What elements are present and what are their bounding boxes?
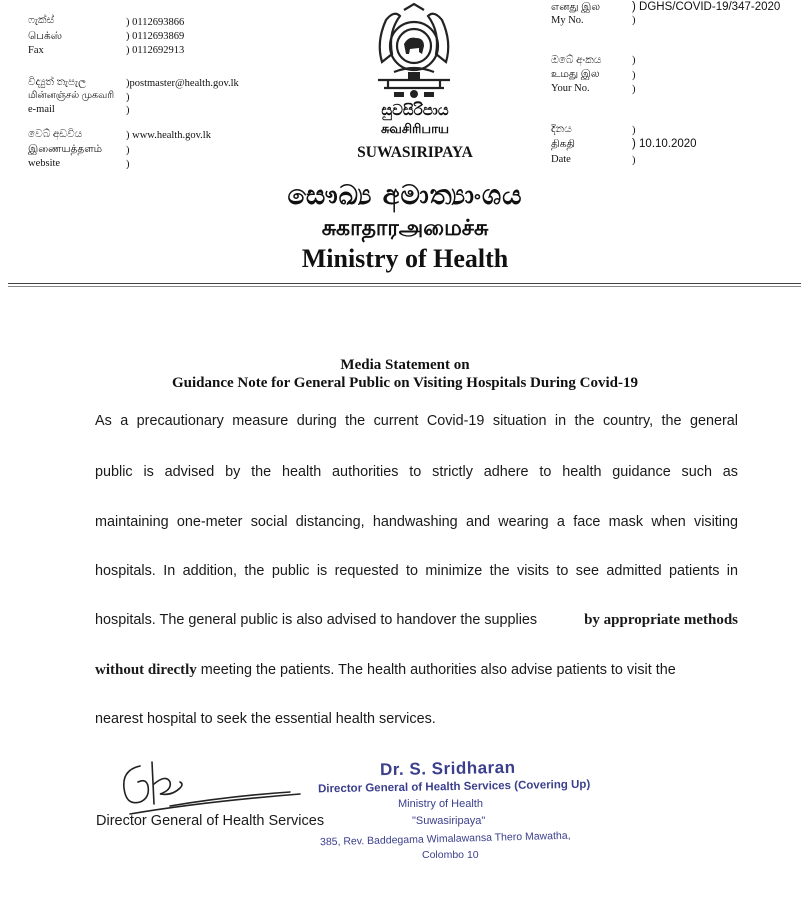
stamp-org: Ministry of Health (398, 798, 483, 810)
your-no-label-en: Your No. (551, 83, 590, 94)
ministry-title-ta: சுகாதாரஅமைச்சு (321, 216, 489, 241)
body-line-part: hospitals. The general public is also advised to handover the supplies (95, 612, 542, 628)
body-line: hospitals. In addition, the public is requested to minimize the visits to see admitted patients in (95, 563, 738, 579)
stamp-role: Director General of Health Services (Covering Up) (317, 778, 591, 796)
stamp-name: Dr. S. Sridharan (379, 757, 516, 780)
fax-label-si: ෆැක්ස් (28, 15, 55, 26)
body-line: public is advised by the health authorities to strictly adhere to health guidance such as (95, 464, 738, 480)
body-line (95, 612, 738, 629)
date-paren-3: ) (632, 155, 636, 166)
signatory-title: Director General of Health Services (96, 813, 325, 829)
ministry-title-si: සෞඛ්‍ය අමාත්‍යාංශය (287, 180, 523, 211)
my-no-value: ) DGHS/COVID-19/347-2020 (632, 1, 781, 13)
email-value-en: ) (126, 105, 130, 116)
stamp-city: Colombo 10 (422, 849, 479, 861)
body-line: nearest hospital to seek the essential health services. (95, 711, 436, 727)
fax-value-2: ) 0112693869 (126, 31, 185, 42)
your-no-paren-2: ) (632, 70, 636, 81)
web-value: ) www.health.gov.lk (126, 130, 211, 141)
email-value: )postmaster@health.gov.lk (126, 78, 239, 89)
your-no-paren-3: ) (632, 84, 636, 95)
ministry-title-en: Ministry of Health (301, 244, 509, 273)
header-divider (8, 283, 801, 284)
emphasis-text: without directly (95, 662, 197, 678)
your-no-label-ta: உமது இல (551, 69, 600, 80)
stamp-building: "Suwasiripaya" (412, 815, 486, 827)
fax-label-en: Fax (28, 45, 44, 56)
header-divider-thin (8, 286, 801, 287)
body-line (95, 662, 738, 679)
body-line: maintaining one-meter social distancing, handwashing and wearing a face mask when visiting (95, 514, 738, 530)
web-label-si: වෙබ් අඩවිය (28, 129, 83, 140)
my-no-paren: ) (632, 15, 636, 26)
stamp-address: 385, Rev. Baddegama Wimalawansa Thero Mawatha, (319, 829, 571, 849)
email-label-ta: மின்னஞ்சல் முகவரி (28, 91, 115, 101)
email-label-si: විද්‍යුත් තැපැල (28, 77, 87, 88)
body-line: As a precautionary measure during the current Covid-19 situation in the country, the general (95, 413, 738, 429)
date-label-en: Date (551, 154, 571, 165)
fax-value-1: ) 0112693866 (126, 17, 185, 28)
body-line-part: meeting the patients. The health authorities also advise patients to visit the (196, 662, 676, 678)
statement-heading: Media Statement on (340, 357, 470, 373)
fax-label-ta: பெக்ஸ் (28, 31, 62, 42)
emphasis-text: by appropriate methods (584, 612, 738, 628)
email-label-en: e-mail (28, 104, 55, 115)
statement-subheading: Guidance Note for General Public on Visiting Hospitals During Covid-19 (171, 375, 638, 391)
date-paren-1: ) (632, 125, 636, 136)
my-no-label-ta: எனது இல (551, 2, 601, 13)
date-label-ta: திகதி (551, 139, 575, 150)
your-no-label-si: ඔබේ අංකය (551, 55, 602, 66)
building-name-en: SUWASIRIPAYA (357, 144, 473, 161)
web-value-en: ) (126, 159, 130, 170)
my-no-label-en: My No. (551, 15, 584, 26)
web-value-ta: ) (126, 145, 130, 156)
national-emblem-icon (364, 2, 464, 102)
your-no-paren-1: ) (632, 55, 636, 66)
fax-value-3: ) 0112692913 (126, 45, 185, 56)
date-value: ) 10.10.2020 (632, 138, 697, 150)
date-label-si: දිනය (551, 124, 572, 135)
building-name-ta: சுவசிரிபாய (380, 122, 450, 137)
web-label-en: website (28, 158, 61, 169)
building-name-si: සුවසිරිපාය (381, 101, 449, 119)
web-label-ta: இணையத்தளம் (28, 144, 103, 155)
email-value-ta: ) (126, 92, 130, 103)
